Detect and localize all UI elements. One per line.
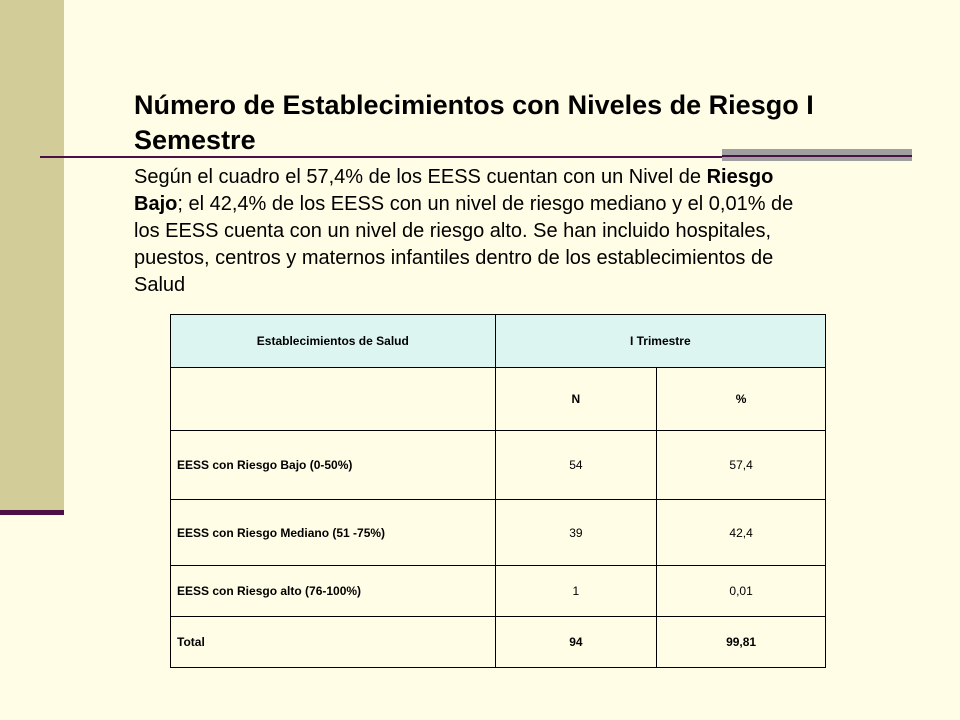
subheader-percent: % xyxy=(657,368,826,431)
subheader-n: N xyxy=(495,368,657,431)
description-bold-text: Riesgo Bajo xyxy=(134,166,774,215)
risk-table xyxy=(170,314,826,668)
row-n: 1 xyxy=(495,566,657,617)
table-row xyxy=(171,431,826,500)
header-quarter: I Trimestre xyxy=(495,315,825,368)
total-n: 94 xyxy=(495,617,657,668)
table-row xyxy=(171,500,826,566)
sidebar-underline xyxy=(0,510,64,515)
description-text-2: ; el 42,4% de los EESS con un nivel de riesgo mediano y el 0,01% de los EESS cuenta con un nivel de riesgo alto. Se han incluido hospitales, puestos, centros y maternos infantiles dentro de los establecimientos de Salud xyxy=(134,193,794,296)
table-subheader-row xyxy=(171,368,826,431)
decorative-sidebar xyxy=(0,0,64,512)
row-label: EESS con Riesgo Mediano (51 -75%) xyxy=(171,500,496,566)
header-establishments: Establecimientos de Salud xyxy=(171,315,496,368)
description-text-1: Según el cuadro el 57,4% de los EESS cuentan con un Nivel de xyxy=(134,166,707,188)
subheader-empty-cell xyxy=(171,368,496,431)
table-total-row xyxy=(171,617,826,668)
row-label: EESS con Riesgo Bajo (0-50%) xyxy=(171,431,496,500)
table-header-row xyxy=(171,315,826,368)
total-percent: 99,81 xyxy=(657,617,826,668)
row-label: EESS con Riesgo alto (76-100%) xyxy=(171,566,496,617)
row-n: 39 xyxy=(495,500,657,566)
table-row xyxy=(171,566,826,617)
row-n: 54 xyxy=(495,431,657,500)
total-label: Total xyxy=(171,617,496,668)
row-percent: 0,01 xyxy=(657,566,826,617)
slide-title: Número de Establecimientos con Niveles de Riesgo I Semestre xyxy=(134,90,814,155)
slide-description xyxy=(134,164,804,299)
row-percent: 42,4 xyxy=(657,500,826,566)
row-percent: 57,4 xyxy=(657,431,826,500)
